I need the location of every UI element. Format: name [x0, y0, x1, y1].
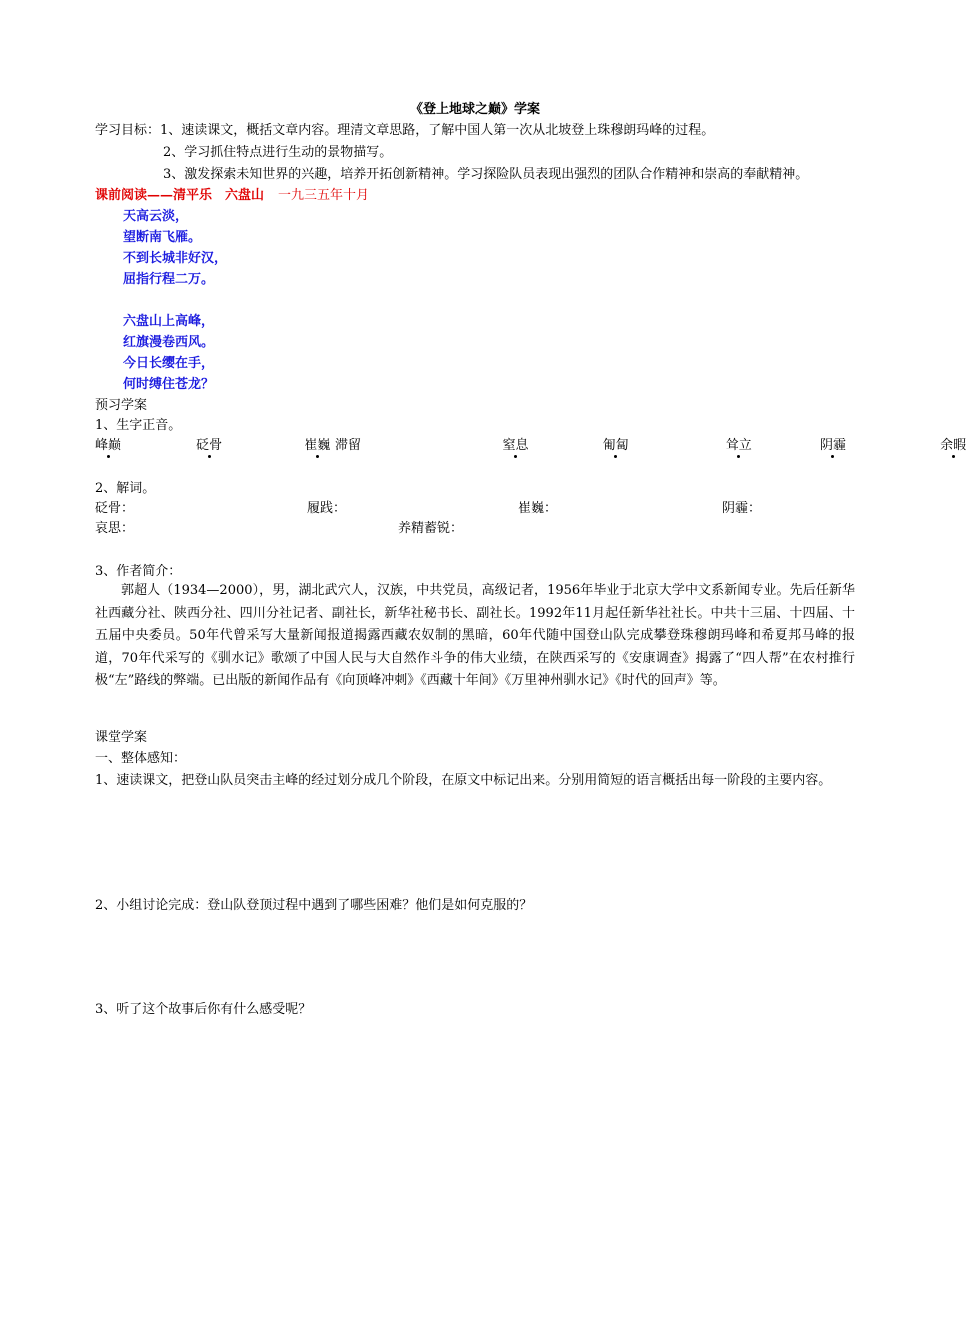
poem-line: 天高云淡，: [123, 209, 189, 224]
vocab-item: 崔巍：: [518, 501, 558, 516]
pronunciation-word: 砭骨: [196, 438, 223, 453]
question-2: 2、小组讨论完成：登山队登顶过程中遇到了哪些困难？他们是如何克服的？: [95, 898, 533, 913]
question-1: 1、速读课文，把登山队员突击主峰的经过划分成几个阶段，在原文中标记出来。分别用简短的语言概括出每一阶段的主要内容。: [95, 773, 832, 788]
objective-2: 2、学习抓住特点进行生动的景物描写。: [163, 145, 393, 160]
poem-line: 今日长缨在手，: [123, 356, 215, 371]
classroom-heading: 课堂学案: [95, 730, 148, 745]
objective-3: 3、激发探索未知世界的兴趣，培养开拓创新精神。学习探险队员表现出强烈的团队合作精神和崇高的奉献精神。: [163, 167, 809, 182]
poem-line: 何时缚住苍龙？: [123, 377, 215, 392]
vocab-item: 哀思：: [95, 521, 135, 536]
pronunciation-word: 阴霾: [819, 438, 846, 453]
poem-line: 六盘山上高峰，: [123, 314, 215, 329]
vocab-item: 履践：: [307, 501, 347, 516]
poem-line: 红旗漫卷西风。: [123, 335, 215, 350]
pronunciation-word: 窒息: [502, 438, 529, 453]
preview-heading: 预习学案: [95, 398, 148, 413]
page-title: 《登上地球之巅》学案: [409, 102, 540, 117]
poem-line: 屈指行程二万。: [123, 272, 215, 287]
classroom-subheading: 一、整体感知：: [95, 751, 187, 766]
pre-reading-heading: [95, 187, 369, 205]
author-bio: 郭超人（1934—2000），男，湖北武穴人，汉族，中共党员，高级记者，1956年毕业于北京大学中文系新闻专业。先后任新华社西藏分社、陕西分社、四川分社记者、副社长，新华社秘书长、副社长。1992年11月起任新华社社长。中共十三届、十四届、十五届中央委员。50年代曾采写大量新闻报道揭露西藏农奴制的黑暗，60年代随中国登山队完成攀登珠穆朗玛峰和希夏邦马峰的报道，70年代采写的《驯水记》歌颂了中国人民与大自然作斗争的伟大业绩，在陕西采写的《安康调查》揭露了“四人帮”在农村推行极“左”路线的弊端。已出版的新闻作品有《向顶峰冲刺》《西藏十年间》《万里神州驯水记》《时代的回声》等。: [95, 583, 855, 688]
pronunciation-word: 耸立: [725, 438, 752, 453]
pronunciation-word: 余暇: [940, 438, 966, 453]
pronunciation-word: 峰巅: [95, 438, 122, 453]
pronunciation-word: 匍匐: [602, 438, 629, 453]
author-heading: 3、作者简介：: [95, 564, 182, 579]
pre-reading-date: 一九三五年十月: [278, 188, 370, 203]
vocab-item: 养精蓄锐：: [398, 521, 464, 536]
pronunciation-word: 崔巍: [304, 438, 331, 453]
vocab-item: 砭骨：: [95, 501, 135, 516]
poem-line: 不到长城非好汉，: [123, 251, 228, 266]
vocab-item: 阴霾：: [722, 501, 762, 516]
question-3: 3、听了这个故事后你有什么感受呢？: [95, 1002, 312, 1017]
pronunciation-word: 滞留: [335, 438, 362, 453]
pre-reading-label: 课前阅读——清平乐 六盘山: [95, 188, 265, 203]
objective-1: 学习目标：1、速读课文，概括文章内容。理清文章思路，了解中国人第一次从北坡登上珠穆朗玛峰的过程。: [95, 123, 715, 138]
poem-line: 望断南飞雁。: [123, 230, 202, 245]
pronunciation-heading: 1、生字正音。: [95, 418, 182, 433]
vocab-heading: 2、解词。: [95, 481, 156, 496]
